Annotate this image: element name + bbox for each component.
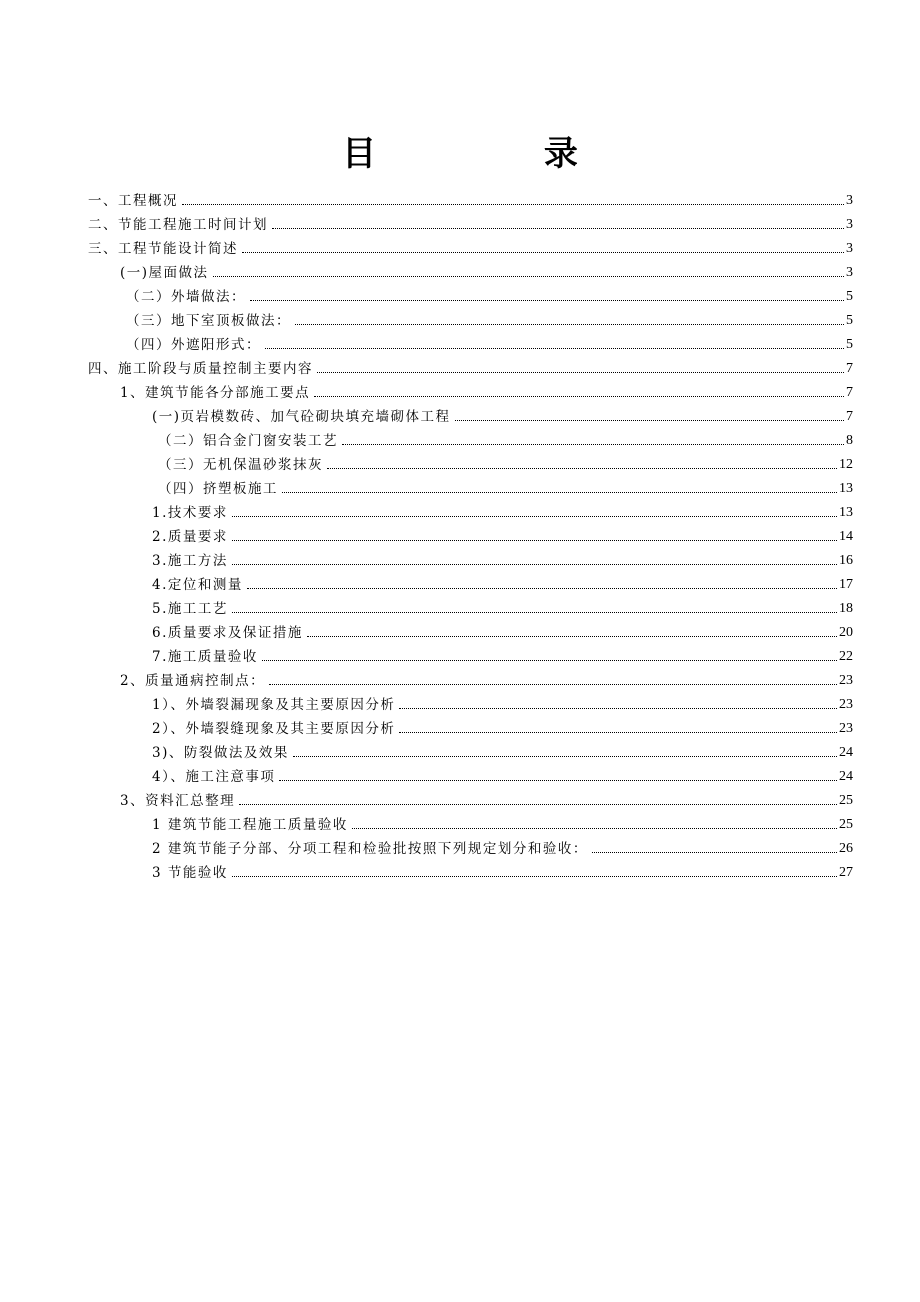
toc-entry[interactable] xyxy=(0,497,920,521)
dot-leader xyxy=(352,828,837,829)
dot-leader xyxy=(232,516,837,517)
toc-entry[interactable] xyxy=(0,569,920,593)
toc-entry-page: 23 xyxy=(839,673,853,688)
toc-entry[interactable] xyxy=(0,209,920,233)
toc-entry-label: 一、工程概况 xyxy=(88,193,178,209)
dot-leader xyxy=(262,660,837,661)
toc-entry-page: 25 xyxy=(839,817,853,832)
dot-leader xyxy=(399,732,837,733)
toc-entry-label: （二）外墙做法： xyxy=(126,289,246,305)
toc-entry-page: 12 xyxy=(839,457,853,472)
dot-leader xyxy=(269,684,837,685)
toc-entry-page: 7 xyxy=(846,361,853,376)
toc-entry-page: 14 xyxy=(839,529,853,544)
dot-leader xyxy=(293,756,837,757)
dot-leader xyxy=(232,876,837,877)
toc-entry-page: 5 xyxy=(846,289,853,304)
toc-entry-label: 三、工程节能设计简述 xyxy=(88,241,238,257)
toc-entry[interactable] xyxy=(0,785,920,809)
toc-entry-label: 1、建筑节能各分部施工要点 xyxy=(120,385,311,401)
dot-leader xyxy=(239,804,837,805)
toc-entry-label: 4）、施工注意事项 xyxy=(152,769,276,785)
dot-leader xyxy=(272,228,844,229)
toc-entry-label: 3)、防裂做法及效果 xyxy=(152,745,289,761)
toc-entry-label: (一)屋面做法 xyxy=(120,265,209,281)
dot-leader xyxy=(455,420,844,421)
toc-entry-page: 3 xyxy=(846,217,853,232)
toc-entry[interactable] xyxy=(0,257,920,281)
toc-entry[interactable] xyxy=(0,425,920,449)
page-title: 目 录 xyxy=(342,134,656,174)
toc-entry-label: 2）、外墙裂缝现象及其主要原因分析 xyxy=(152,721,396,737)
toc-entry-page: 22 xyxy=(839,649,853,664)
toc-entry-page: 18 xyxy=(839,601,853,616)
toc-entry[interactable] xyxy=(0,473,920,497)
dot-leader xyxy=(232,612,837,613)
toc-entry[interactable] xyxy=(0,545,920,569)
toc-entry-page: 20 xyxy=(839,625,853,640)
toc-entry[interactable] xyxy=(0,377,920,401)
toc-entry-label: 四、施工阶段与质量控制主要内容 xyxy=(88,361,313,377)
dot-leader xyxy=(295,324,844,325)
toc-entry-label: （四）外遮阳形式： xyxy=(126,337,261,353)
toc-entry[interactable] xyxy=(0,353,920,377)
toc-entry-page: 23 xyxy=(839,697,853,712)
toc-entry[interactable] xyxy=(0,449,920,473)
toc-entry-label: （三）地下室顶板做法： xyxy=(126,313,291,329)
toc-entry[interactable] xyxy=(0,857,920,881)
toc-entry-page: 5 xyxy=(846,337,853,352)
toc-entry-label: 6.质量要求及保证措施 xyxy=(152,625,303,641)
toc-entry[interactable] xyxy=(0,185,920,209)
toc-entry-page: 13 xyxy=(839,481,853,496)
toc-entry[interactable] xyxy=(0,617,920,641)
dot-leader xyxy=(317,372,844,373)
toc-entry-label: 2、质量通病控制点： xyxy=(120,673,266,689)
dot-leader xyxy=(182,204,844,205)
dot-leader xyxy=(265,348,844,349)
toc-entry[interactable] xyxy=(0,665,920,689)
toc-entry-page: 7 xyxy=(846,385,853,400)
toc-entry-label: (一)页岩模数砖、加气砼砌块填充墙砌体工程 xyxy=(152,409,451,425)
toc-entry-label: 3 节能验收 xyxy=(152,865,228,881)
toc-entry-page: 25 xyxy=(839,793,853,808)
toc-entry-label: 1）、外墙裂漏现象及其主要原因分析 xyxy=(152,697,396,713)
toc-entry[interactable] xyxy=(0,833,920,857)
dot-leader xyxy=(232,540,837,541)
toc-entry-page: 16 xyxy=(839,553,853,568)
dot-leader xyxy=(250,300,844,301)
toc-entry-label: 2.质量要求 xyxy=(152,529,228,545)
dot-leader xyxy=(327,468,837,469)
toc-entry-label: 7.施工质量验收 xyxy=(152,649,258,665)
toc-entry-page: 13 xyxy=(839,505,853,520)
toc-entry[interactable] xyxy=(0,689,920,713)
toc-entry-page: 7 xyxy=(846,409,853,424)
toc-entry-label: 3.施工方法 xyxy=(152,553,228,569)
toc-entry-page: 26 xyxy=(839,841,853,856)
toc-entry-page: 3 xyxy=(846,193,853,208)
dot-leader xyxy=(592,852,837,853)
toc-entry-page: 24 xyxy=(839,769,853,784)
toc-entry-page: 17 xyxy=(839,577,853,592)
toc-entry-label: 4.定位和测量 xyxy=(152,577,243,593)
dot-leader xyxy=(314,396,844,397)
toc-entry[interactable] xyxy=(0,713,920,737)
toc-entry[interactable] xyxy=(0,737,920,761)
toc-entry-page: 23 xyxy=(839,721,853,736)
toc-entry-label: 3、资料汇总整理 xyxy=(120,793,236,809)
toc-entry-page: 3 xyxy=(846,241,853,256)
dot-leader xyxy=(242,252,844,253)
toc-entry[interactable] xyxy=(0,809,920,833)
dot-leader xyxy=(342,444,844,445)
toc-entry[interactable] xyxy=(0,281,920,305)
toc-entry-label: 1.技术要求 xyxy=(152,505,228,521)
toc-entry[interactable] xyxy=(0,521,920,545)
toc-entry-page: 24 xyxy=(839,745,853,760)
dot-leader xyxy=(307,636,837,637)
dot-leader xyxy=(399,708,837,709)
toc-entry-page: 27 xyxy=(839,865,853,880)
toc-entry[interactable] xyxy=(0,593,920,617)
toc-entry[interactable] xyxy=(0,401,920,425)
toc-entry-label: 1 建筑节能工程施工质量验收 xyxy=(152,817,348,833)
dot-leader xyxy=(247,588,837,589)
toc-entry[interactable] xyxy=(0,329,920,353)
toc-entry-label: 2 建筑节能子分部、分项工程和检验批按照下列规定划分和验收： xyxy=(152,841,588,857)
toc-entry[interactable] xyxy=(0,641,920,665)
toc-entry[interactable] xyxy=(0,305,920,329)
toc-entry-label: （三）无机保温砂浆抹灰 xyxy=(158,457,323,473)
toc-entry[interactable] xyxy=(0,233,920,257)
toc-entry[interactable] xyxy=(0,761,920,785)
toc-entry-label: 二、节能工程施工时间计划 xyxy=(88,217,268,233)
toc-entry-page: 8 xyxy=(846,433,853,448)
dot-leader xyxy=(282,492,837,493)
toc-entry-label: 5.施工工艺 xyxy=(152,601,228,617)
toc-entry-page: 5 xyxy=(846,313,853,328)
toc-entry-label: （四）挤塑板施工 xyxy=(158,481,278,497)
dot-leader xyxy=(232,564,837,565)
toc-entry-page: 3 xyxy=(846,265,853,280)
table-of-contents xyxy=(0,185,920,881)
dot-leader xyxy=(213,276,844,277)
dot-leader xyxy=(279,780,837,781)
toc-entry-label: （二）铝合金门窗安装工艺 xyxy=(158,433,338,449)
